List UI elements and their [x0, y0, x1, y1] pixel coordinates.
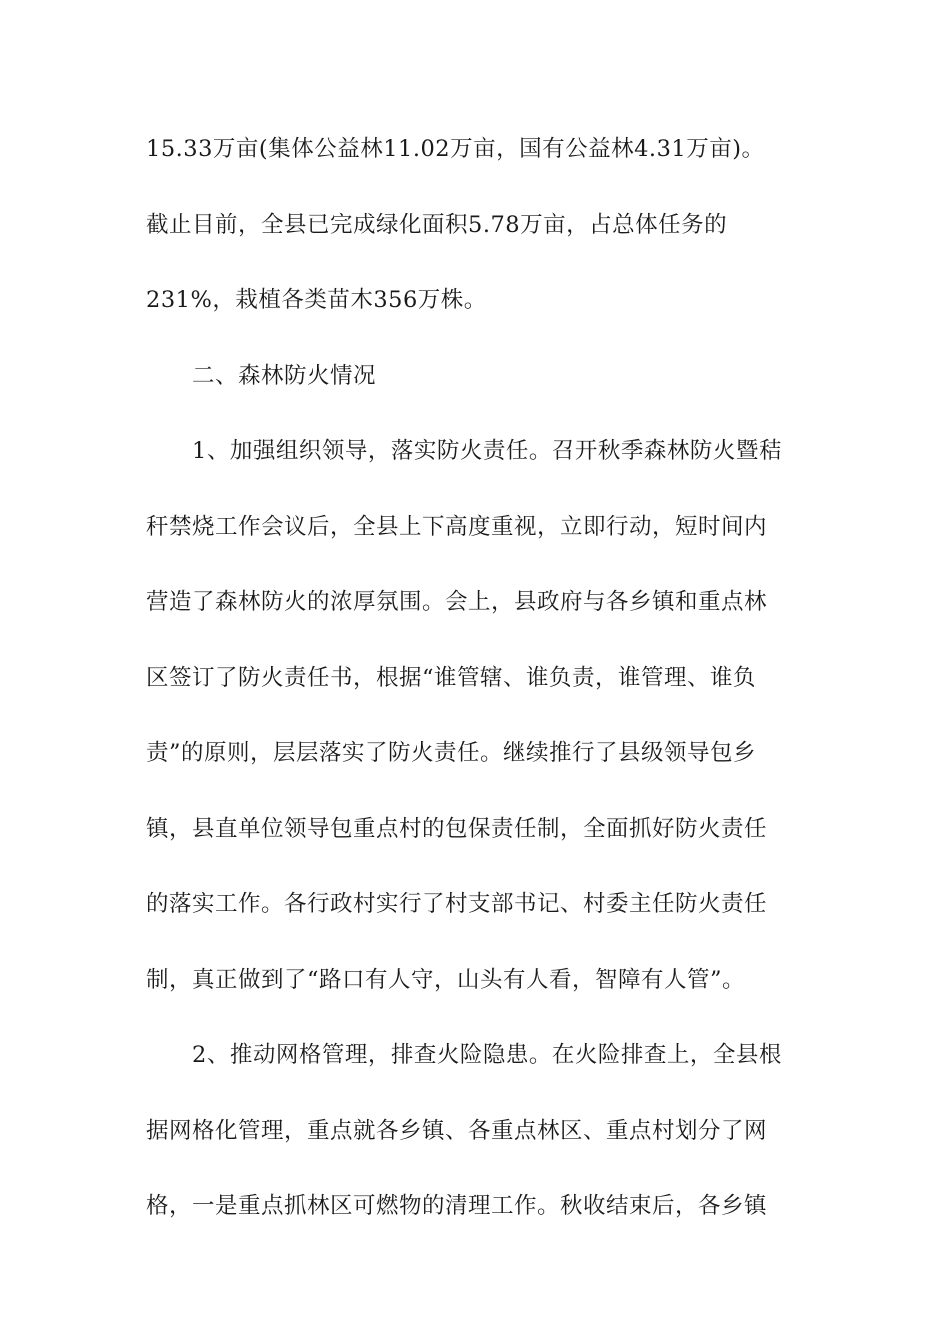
text-line: 截止目前，全县已完成绿化面积5.78万亩，占总体任务的: [146, 211, 728, 238]
text-line: 据网格化管理，重点就各乡镇、各重点林区、重点村划分了网: [146, 1117, 768, 1144]
text-line: 制，真正做到了“路口有人守，山头有人看，智障有人管”。: [146, 966, 746, 993]
text-line: 格，一是重点抓林区可燃物的清理工作。秋收结束后，各乡镇: [146, 1193, 768, 1219]
text-line: 区签订了防火责任书，根据“谁管辖、谁负责，谁管理、谁负: [146, 664, 757, 691]
text-line: 营造了森林防火的浓厚氛围。会上，县政府与各乡镇和重点林: [146, 589, 768, 615]
text-line: 责”的原则，层层落实了防火责任。继续推行了县级领导包乡: [146, 740, 757, 766]
paragraph-start-line: 1、加强组织领导，落实防火责任。召开秋季森林防火暨秸: [192, 438, 782, 464]
paragraph-start-line: 2、推动网格管理，排查火险隐患。在火险排查上，全县根: [192, 1042, 782, 1068]
text-line: 秆禁烧工作会议后，全县上下高度重视，立即行动，短时间内: [146, 513, 768, 540]
document-body: [146, 128, 806, 1261]
text-line: 231%，栽植各类苗木356万株。: [146, 287, 487, 313]
section-heading: 二、森林防火情况: [192, 362, 377, 389]
text-line: 15.33万亩(集体公益林11.02万亩，国有公益林4.31万亩)。: [146, 136, 765, 162]
text-line: 的落实工作。各行政村实行了村支部书记、村委主任防火责任: [146, 891, 768, 917]
text-line: 镇，县直单位领导包重点村的包保责任制，全面抓好防火责任: [146, 815, 768, 842]
